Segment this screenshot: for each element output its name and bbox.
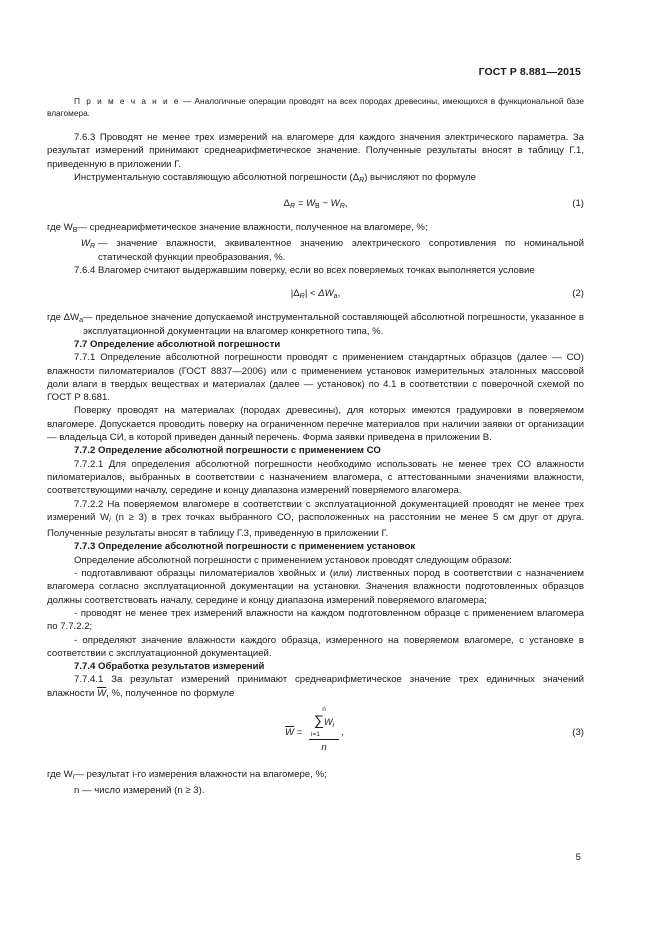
- formula-2-number: (2): [572, 288, 584, 300]
- def1-prefix: где W: [47, 222, 73, 234]
- paragraph-7-7-1b: Поверку проводят на материалах (породах древесины), для которых имеются градуировки в поверяемом влагомере. Допускается проводить поверку на ограниченном перечне материалов при наличии заявки от организации — владельца СИ, в которой приведен данный перечень. Форма заявки приведена в приложении В.: [47, 405, 584, 444]
- paragraph-7-7-1: 7.7.1 Определение абсолютной погрешности проводят с применением стандартных образцов (далее — СО) влажности пиломатериалов (ГОСТ 8837—2006) или с применением установок измерительных эталонных массовой доли влаги в твердых веществах и материалах (далее — установок) по 4.1 в соответствии с поверочной схемой по ГОСТ Р 8.681.: [47, 352, 584, 404]
- definition-w-v-text: — среднеарифметическое значение влажности, полученное на влагомере, %;: [77, 222, 428, 234]
- paragraph-7-6-3: 7.6.3 Проводят не менее трех измерений на влагомере для каждого значения электрического параметра. За результат измерений принимают среднеарифметическое значение. Полученные результаты вносят в таблицу Г.1, приведенную в приложении Г.: [47, 132, 584, 170]
- p7722-a: 7.7.2.2 На поверяемом влагомере в соответствии с эксплуатационной документацией проводят не менее трех измерений W: [47, 498, 584, 523]
- paragraph-instrumental: [47, 171, 584, 187]
- definition-w-r-text: — значение влажности, эквивалентное значению электрического сопротивления по номинальной статической функции преобразования, %.: [98, 238, 584, 263]
- f2-mid: | < ΔW: [304, 288, 334, 300]
- p7722-b: (n ≥ 3) в трех точках выбранного СО, расположенных на расстоянии не менее 5 см друг от друга. Полученные результаты вносят в таблицу Г.3, приведенную в приложении Г.: [47, 511, 584, 540]
- f1-mid: = W: [295, 198, 316, 210]
- paragraph-7-6-4: 7.6.4 Влагомер считают выдержавшим поверку, если во всех поверяемых точках выполняется условие: [74, 265, 535, 277]
- page-number: 5: [575, 852, 581, 863]
- f1-sub3: R: [339, 203, 345, 211]
- definition-delta-wa: [47, 311, 584, 338]
- def2-sub: R: [89, 243, 95, 251]
- definition-w-r-term: [47, 237, 98, 264]
- paragraph-7-7-2-2: [47, 498, 584, 541]
- formula-3-denominator: [309, 741, 339, 754]
- f3-lhs: $\overline{W}$: [285, 726, 295, 738]
- formula-3-lhs: [285, 726, 302, 739]
- p7741-end: , %, полученное по формуле: [106, 687, 235, 699]
- f2-expr: |Δ: [290, 288, 300, 300]
- note: [47, 96, 584, 119]
- definition-w-v: [47, 221, 584, 237]
- f3-den: n: [321, 741, 327, 753]
- formula-3-bar: [309, 739, 339, 740]
- formula-1: [47, 196, 584, 213]
- f2-end: ,: [337, 288, 341, 300]
- definition-delta-wa-term: [47, 311, 83, 338]
- heading-7-7-3: 7.7.3 Определение абсолютной погрешности с применением установок: [74, 541, 416, 553]
- definition-n: n — число измерений (n ≥ 3).: [74, 785, 205, 797]
- formula-1-expression: [47, 197, 584, 213]
- list-item: - определяют значение влажности каждого образца, измеренного на поверяемом влагомере, с установке в соответствии с эксплуатационной документацией.: [47, 634, 584, 659]
- f3-end: ,: [341, 726, 344, 738]
- f1-delta: Δ: [283, 198, 290, 210]
- p7741-text: 7.7.4.1 За результат измерений принимают среднеарифметическое значение трех единичных значений влажности: [47, 674, 584, 699]
- def3-prefix: где ΔW: [47, 312, 80, 324]
- formula-3-numerator: [309, 706, 339, 738]
- heading-7-7-4: 7.7.4 Обработка результатов измерений: [74, 661, 265, 673]
- definition-wi-term: [47, 768, 74, 784]
- heading-7-7-2: 7.7.2 Определение абсолютной погрешности с применением СО: [74, 445, 381, 457]
- f1-sub2: В: [315, 203, 320, 211]
- paragraph-7-7-2-1: 7.7.2.1 Для определения абсолютной погрешности необходимо использовать не менее трех СО влажности пиломатериалов, выбранных в соответствии с назначением влагомера, с аттестованными значениями влажности, соответствующими началу, середине и концу диапазона измерений поверяемого влагомера.: [47, 458, 584, 497]
- note-label: П р и м е ч а н и е: [74, 96, 181, 106]
- f3-top-n: n: [322, 705, 326, 713]
- heading-7-7: 7.7 Определение абсолютной погрешности: [74, 338, 281, 350]
- definition-w-v-term: [47, 221, 77, 237]
- f2-sub2: a: [333, 293, 338, 301]
- p7722-sub: i: [109, 516, 111, 524]
- f3-bottom-i: i=1: [311, 730, 320, 738]
- f1-end: ,: [344, 198, 348, 210]
- formula-3-number: (3): [572, 726, 584, 738]
- f1-mid2: − W: [319, 198, 340, 210]
- definition-wi: [47, 768, 584, 784]
- formula-1-number: (1): [572, 198, 584, 210]
- paragraph-instrumental-end: ) вычисляют по формуле: [364, 171, 477, 183]
- paragraph-7-7-3: Определение абсолютной погрешности с применением установок проводят следующим образом:: [74, 554, 512, 566]
- paragraph-instrumental-text: Инструментальную составляющую абсолютной погрешности (Δ: [74, 171, 360, 183]
- f3-sum-term: W: [323, 716, 333, 727]
- def4-sub: i: [72, 773, 75, 781]
- paragraph-instrumental-sub: R: [359, 176, 365, 184]
- f1-sub: R: [289, 203, 296, 211]
- def4-prefix: где W: [47, 768, 73, 780]
- f3-sigma: ∑: [313, 711, 324, 728]
- def1-sub: В: [72, 227, 78, 235]
- definition-wi-text: — результат i-го измерения влажности на влагомере, %;: [74, 768, 327, 780]
- def2-term: W: [80, 238, 90, 250]
- document-header: ГОСТ Р 8.881—2015: [478, 66, 581, 78]
- list-item: - подготавливают образцы пиломатериалов хвойных и (или) лиственных пород в соответствии с назначением влагомера согласно эксплуатационной документации на установки. Значения влажности подготовленных образцов должны соответствовать началу, середине и концу диапазона измерений поверяемого влагомера;: [47, 568, 584, 606]
- definition-w-r: [47, 237, 584, 264]
- definition-delta-wa-text: — предельное значение допускаемой инструментальной составляющей абсолютной погрешности, указанное в эксплуатационной документации на влагомер конкретного типа, %.: [83, 312, 584, 337]
- f3-sum-line: [309, 713, 339, 731]
- f2-sub: R: [299, 293, 305, 301]
- note-text: — Аналогичные операции проводят на всех породах древесины, имеющихся в функциональной базе влагомера.: [47, 96, 584, 118]
- formula-3: [47, 706, 584, 758]
- f3-eq: =: [294, 726, 303, 738]
- def3-sub: a: [79, 317, 84, 325]
- paragraph-7-7-4-1: [47, 673, 584, 700]
- document-body: [47, 96, 584, 798]
- formula-2: [47, 286, 584, 303]
- f3-sum-sub: i: [332, 721, 335, 729]
- p7741-w: $\overline{W}$: [97, 687, 107, 699]
- list-item: - проводят не менее трех измерений влажности на каждом подготовленном образце с применением влагомера по 7.7.2.2;: [47, 607, 584, 633]
- formula-2-expression: [47, 287, 584, 303]
- formula-3-fraction: [309, 706, 339, 754]
